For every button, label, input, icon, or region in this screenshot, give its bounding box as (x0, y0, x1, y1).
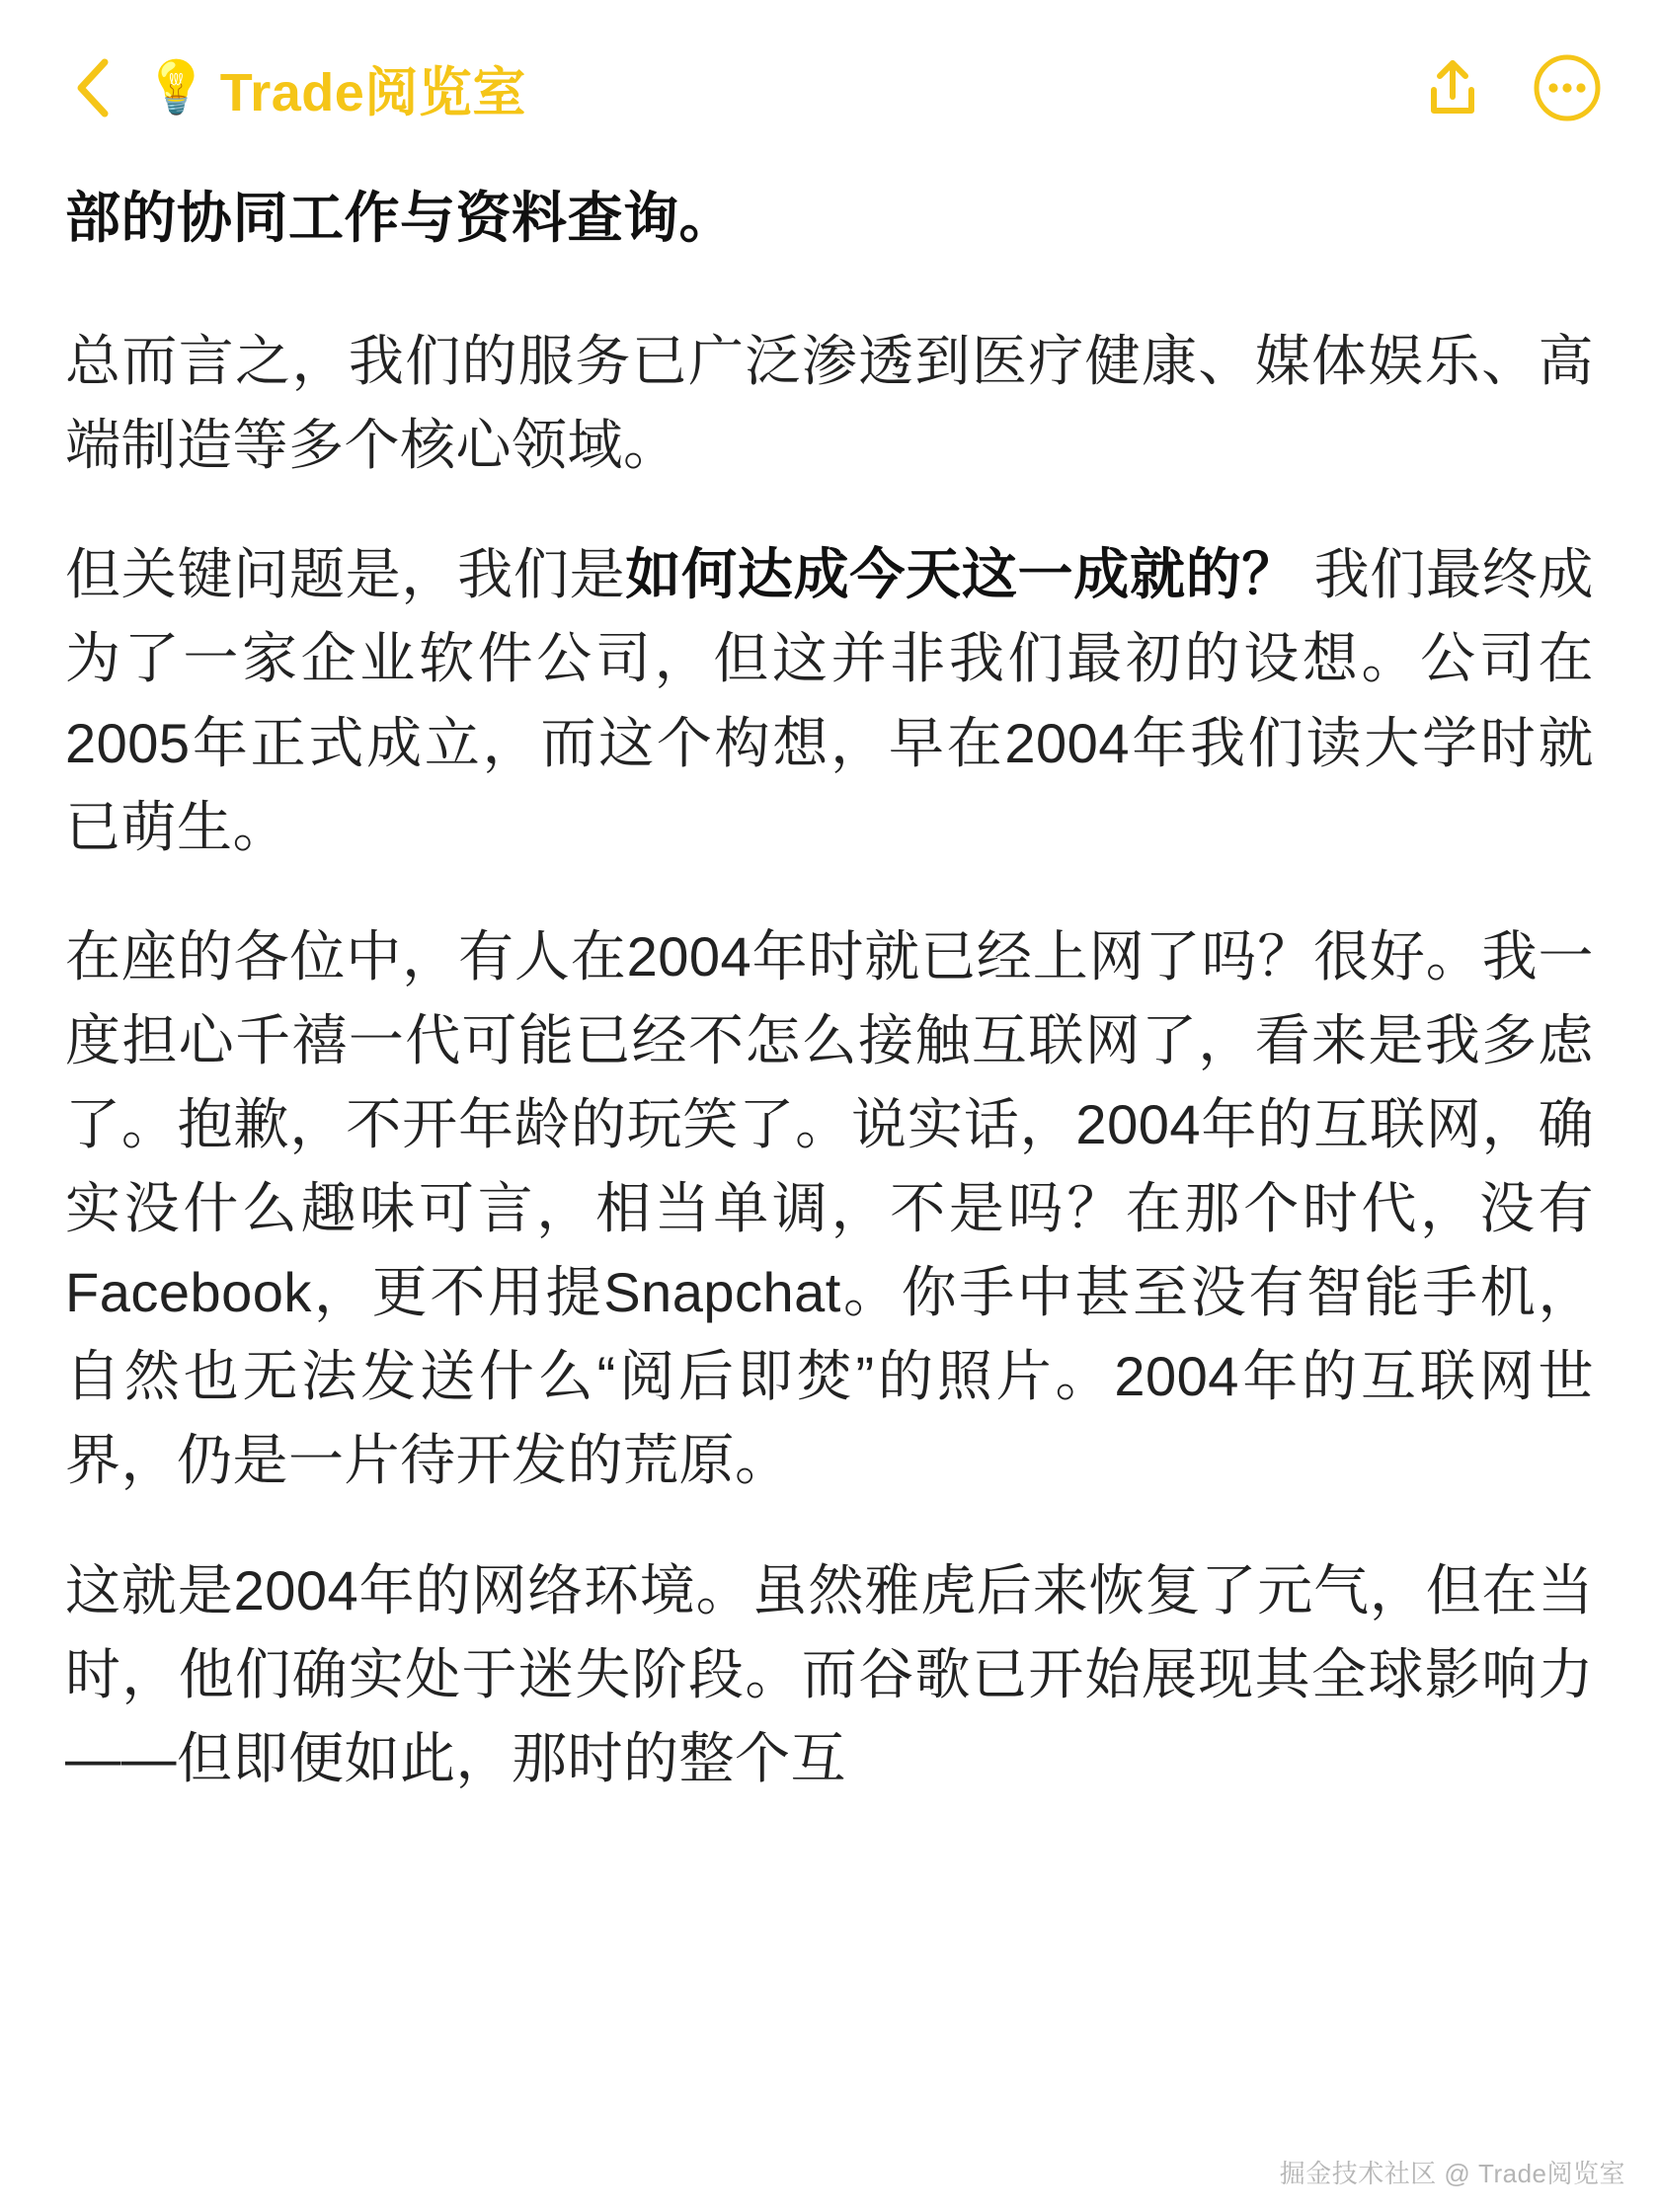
app-header (0, 0, 1659, 176)
emphasis-text: 部的协同工作与资料查询。 (65, 187, 735, 249)
body-text: 这就是2004年的网络环境。虽然雅虎后来恢复了元气，但在当时，他们确实处于迷失阶段。而谷歌已开始展现其全球影响力——但即便如此，那时的整个互 (65, 1558, 1594, 1789)
chevron-left-icon (72, 57, 112, 118)
body-text: 总而言之，我们的服务已广泛渗透到医疗健康、媒体娱乐、高端制造等多个核心领域。 (65, 330, 1594, 477)
share-upload-icon (1424, 57, 1481, 118)
more-options-icon (1533, 53, 1602, 122)
title-area (144, 50, 1416, 126)
more-options-button[interactable] (1531, 51, 1604, 124)
body-text: 我们最终成为了一家企业软件公司，但这并非我们最初的设想。公司在2005年正式成立，而这个构想，早在2004年我们读大学时就已萌生。 (65, 543, 1595, 858)
article-body (0, 176, 1659, 1800)
paragraph-lead (65, 176, 1594, 260)
paragraph (65, 914, 1594, 1503)
share-button[interactable] (1416, 51, 1489, 124)
body-text: 在座的各位中，有人在2004年时就已经上网了吗？很好。我一度担心千禧一代可能已经不怎么接触互联网了，看来是我多虑了。抱歉，不开年龄的玩笑了。说实话，2004年的互联网，确实没什么趣味可言，相当单调，不是吗？在那个时代，没有Facebook，更不用提Snapchat。你手中甚至没有智能手机，自然也无法发送什么“阅后即焚”的照片。2004年的互联网世界，仍是一片待开发的荒原。 (65, 924, 1594, 1492)
paragraph (65, 319, 1594, 487)
lightbulb-icon: 💡 (144, 59, 208, 117)
body-text: 但关键问题是，我们是 (65, 543, 626, 606)
back-button[interactable] (65, 61, 118, 115)
emphasis-text: 如何达成今天这一成就的？ (625, 543, 1299, 606)
paragraph (65, 1548, 1594, 1800)
header-actions (1416, 51, 1604, 124)
page-title: Trade阅览室 (219, 62, 526, 122)
watermark: 掘金技术社区 @ Trade阅览室 (1279, 2159, 1625, 2188)
paragraph (65, 532, 1594, 868)
